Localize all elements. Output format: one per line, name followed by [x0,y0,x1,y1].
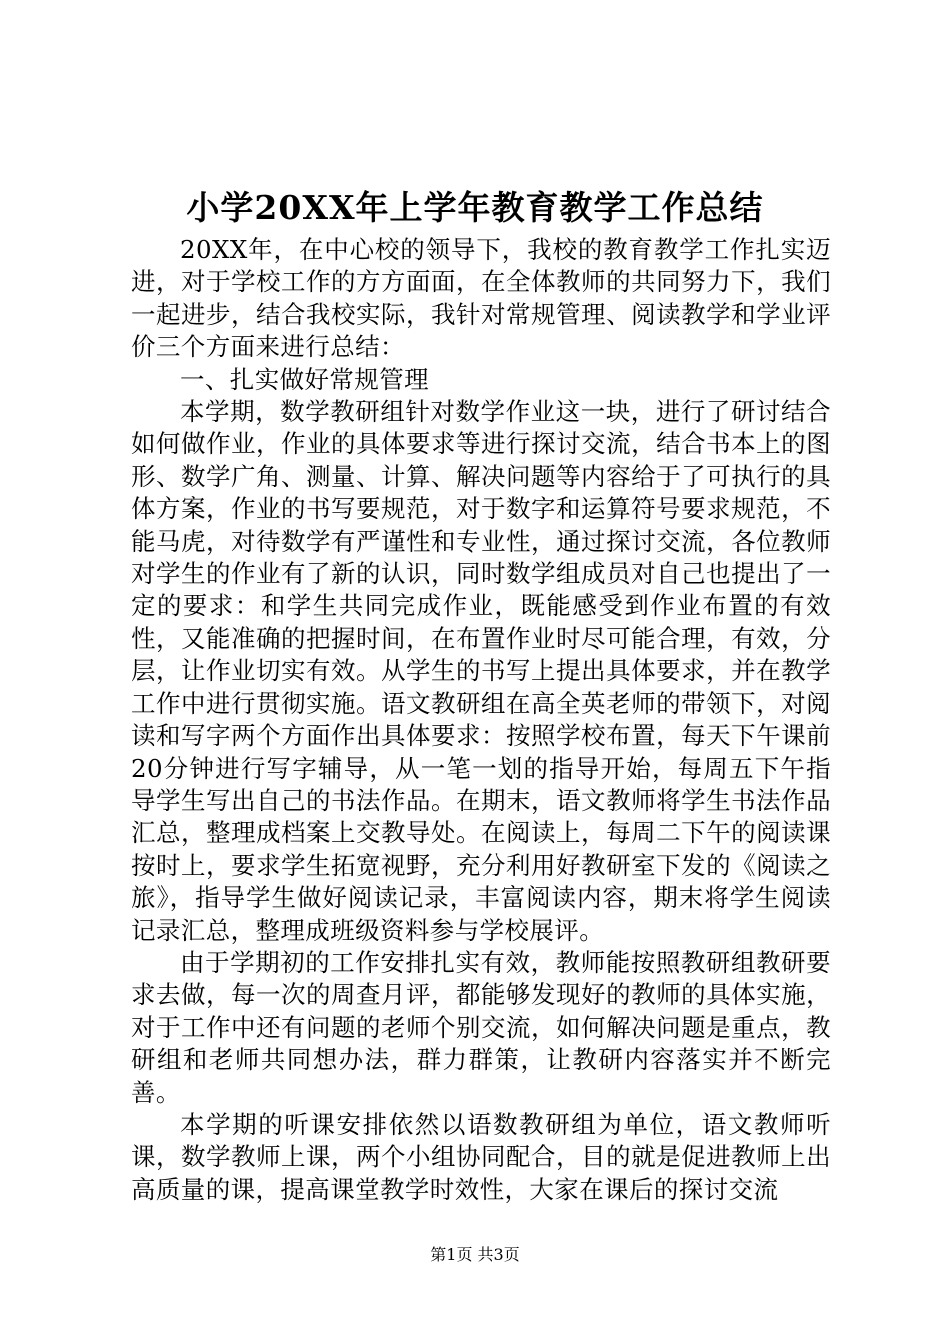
section-heading: 一、扎实做好常规管理 [180,364,429,394]
page-footer: 第1页 共3页 [430,1245,520,1264]
document-title: 小学20XX年上学年教育教学工作总结 [186,188,764,227]
paragraph-routine-management: 本学期，数学教研组针对数学作业这一块，进行了研讨结合如何做作业，作业的具体要求等进行探讨交流，结合书本上的图形、数学广角、测量、计算、解决问题等内容给于了可执行的具体方案，作业的书写要规范，对于数字和运算符号要求规范，不能马虎，对待数学有严谨性和专业性，通过探讨交流，各位教师对学生的作业有了新的认识，同时数学组成员对自己也提出了一定的要求：和学生共同完成作业，既能感受到作业布置的有效性，又能准确的把握时间，在布置作业时尽可能合理，有效，分层，让作业切实有效。从学生的书写上提出具体要求，并在教学工作中进行贯彻实施。语文教研组在高全英老师的带领下，对阅读和写字两个方面作出具体要求：按照学校布置，每天下午课前20分钟进行写字辅导，从一笔一划的指导开始，每周五下午指导学生写出自己的书法作品。在期末，语文教师将学生书法作品汇总，整理成档案上交教导处。在阅读上，每周二下午的阅读课按时上，要求学生拓宽视野，充分利用好教研室下发的《阅读之旅》，指导学生做好阅读记录，丰富阅读内容，期末将学生阅读记录汇总，整理成班级资料参与学校展评。 [131,397,831,945]
paragraph-intro: 20XX年，在中心校的领导下，我校的教育教学工作扎实迈进，对于学校工作的方方面面，在全体教师的共同努力下，我们一起进步，结合我校实际，我针对常规管理、阅读教学和学业评价三个方面来进行总结： [131,235,831,362]
document-body [131,234,831,1206]
paragraph-lesson-observation: 本学期的听课安排依然以语数教研组为单位，语文教师听课，数学教师上课，两个小组协同配合，目的就是促进教师上出高质量的课，提高课堂教学时效性，大家在课后的探讨交流 [131,1109,831,1204]
paragraph-implementation: 由于学期初的工作安排扎实有效，教师能按照教研组教研要求去做，每一次的周查月评，都能够发现好的教师的具体实施，对于工作中还有问题的老师个别交流，如何解决问题是重点，教研组和老师共同想办法，群力群策，让教研内容落实并不断完善。 [131,947,831,1107]
